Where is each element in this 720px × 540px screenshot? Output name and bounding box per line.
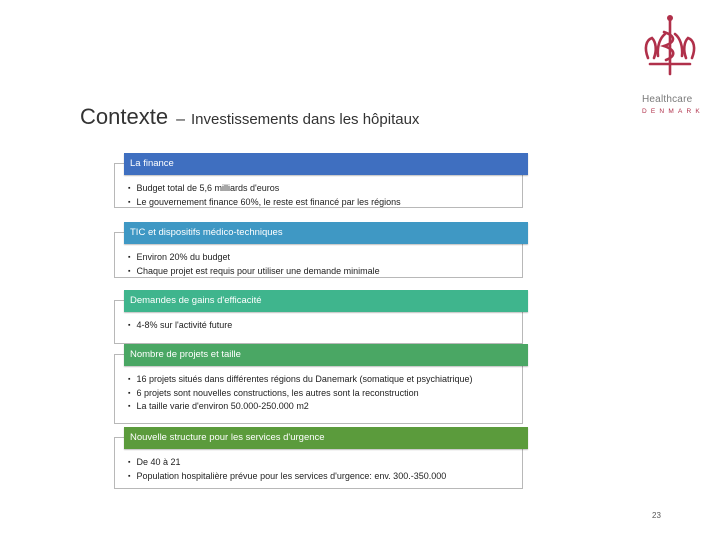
section-header: TIC et dispositifs médico-techniques: [124, 222, 528, 244]
bullet-item: ▪ Le gouvernement finance 60%, le reste est financé par les régions: [128, 196, 401, 210]
bullet-item: ▪ Environ 20% du budget: [128, 251, 380, 265]
bullet-item: ▪ La taille varie d'environ 50.000-250.000 m2: [128, 400, 473, 414]
bullet-item: ▪ 6 projets sont nouvelles constructions, les autres sont la reconstruction: [128, 387, 473, 401]
page-number: 23: [652, 511, 661, 520]
bullet-item: ▪ De 40 à 21: [128, 456, 446, 470]
bullet-list: [128, 456, 446, 483]
bullet-item: ▪ 16 projets situés dans différentes régions du Danemark (somatique et psychiatrique): [128, 373, 473, 387]
bullet-list: [128, 251, 380, 278]
bullet-item: ▪ 4-8% sur l'activité future: [128, 319, 232, 333]
logo-line-2: DENMARK: [642, 108, 704, 115]
section-header: La finance: [124, 153, 528, 175]
section-header: Demandes de gains d'efficacité: [124, 290, 528, 312]
title-main: Contexte: [80, 104, 169, 129]
bullet-item: ▪ Population hospitalière prévue pour les services d'urgence: env. 300.-350.000: [128, 470, 446, 484]
bullet-list: [128, 182, 401, 209]
section-header: Nouvelle structure pour les services d'urgence: [124, 427, 528, 449]
section-header: Nombre de projets et taille: [124, 344, 528, 366]
title-subtitle: Investissements dans les hôpitaux: [190, 111, 420, 128]
crown-caduceus-icon: [640, 12, 700, 82]
title-separator: –: [176, 111, 185, 128]
bullet-item: ▪ Chaque projet est requis pour utiliser une demande minimale: [128, 265, 380, 279]
bullet-list: [128, 319, 232, 333]
logo-line-1: Healthcare: [642, 94, 693, 105]
bullet-list: [128, 373, 473, 414]
healthcare-denmark-logo: [636, 12, 706, 115]
slide-title: [80, 104, 419, 130]
bullet-item: ▪ Budget total de 5,6 milliards d'euros: [128, 182, 401, 196]
